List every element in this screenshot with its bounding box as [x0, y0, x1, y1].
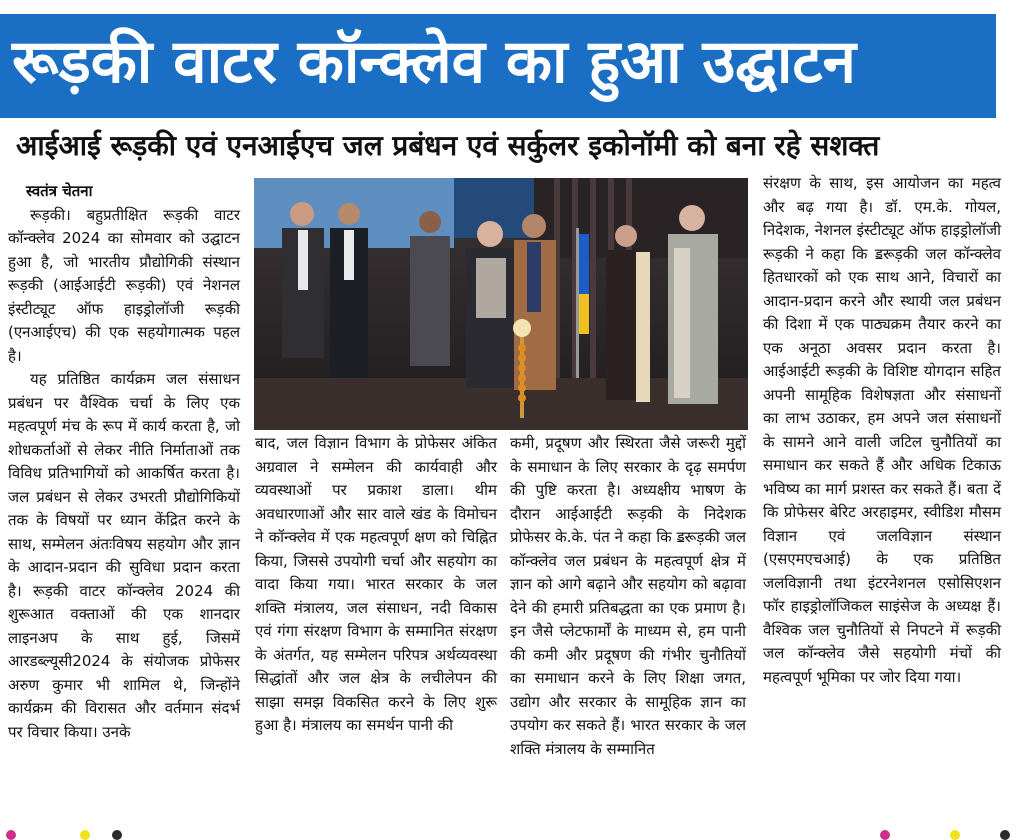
color-registration-strip	[0, 828, 1022, 839]
paragraph: कमी, प्रदूषण और स्थिरता जैसे जरूरी मुद्दों के समाधान के लिए सरकार के दृढ़ समर्पण की पुष्टि करता है। अध्यक्षीय भाषण के दौरान आईआईटी रूड़की के निदेशक प्रोफेसर के.के. पंत ने कहा कि ॾरूड़की जल कॉन्क्लेव जल प्रबंधन के महत्वपूर्ण क्षेत्र में ज्ञान को आगे बढ़ाने और सहयोग को बढ़ावा देने की हमारी प्रतिबद्धता का एक प्रमाण है। इन जैसे प्लेटफार्मों के माध्यम से, हम पानी की कमी और प्रदूषण की गंभीर चुनौतियों का समाधान करने के लिए शिक्षा जगत, उद्योग और सरकार के सामूहिक ज्ञान का उपयोग कर सकते हैं। भारत सरकार के जल शक्ति मंत्रालय के सम्मानित	[510, 434, 746, 758]
paragraph: यह प्रतिष्ठित कार्यक्रम जल संसाधन प्रबंधन पर वैश्विक चर्चा के लिए एक महत्वपूर्ण मंच के रूप में कार्य करता है, जो शोधकर्ताओं से लेकर नीति निर्माताओं तक विविध प्रतिभागियों को आकर्षित करता है। जल प्रबंधन से लेकर उभरती प्रौद्योगिकियों तक के विषयों पर ध्यान केंद्रित करने के साथ, सम्मेलन अंतःविषय सहयोग और ज्ञान के आदान-प्रदान की सुविधा प्रदान करता है। रूड़की वाटर कॉन्क्लेव 2024 की शुरूआत वक्ताओं की एक शानदार लाइनअप के साथ हुई, जिसमें आरडब्ल्यूसी2024 के संयोजक प्रोफेसर अरुण कुमार भी शामिल थे, जिन्होंने कार्यक्रम की विरासत और वर्तमान संदर्भ पर विचार किया। उनके	[8, 370, 240, 741]
paragraph: रूड़की। बहुप्रतीक्षित रूड़की वाटर कॉन्क्लेव 2024 का सोमवार को उद्घाटन हुआ है, जो भारतीय प्रौद्योगिकी संस्थान रूड़की (आईआईटी रूड़की) एवं नेशनल इंस्टीट्यूट ऑफ हाइड्रोलॉजी रूड़की (एनआईएच) की एक सहयोगात्मक पहल है।	[8, 205, 240, 365]
byline: स्वतंत्र चेतना	[26, 182, 93, 200]
headline: रूड़की वाटर कॉन्क्लेव का हुआ उद्घाटन	[12, 27, 856, 97]
headline-banner	[0, 14, 996, 118]
subheadline: आईआई रूड़की एवं एनआईएच जल प्रबंधन एवं सर्कुलर इकोनॉमी को बना रहे सशक्त	[16, 129, 880, 162]
paragraph: बाद, जल विज्ञान विभाग के प्रोफेसर अंकित अग्रवाल ने सम्मेलन की कार्यवाही और व्यवस्थाओं पर प्रकाश डाला। थीम अवधारणाओं और सार वाले खंड के विमोचन ने कॉन्क्लेव में एक महत्वपूर्ण क्षण को चिह्नित किया, जिससे उपयोगी चर्चा और सहयोग का वादा किया गया। भारत सरकार के जल शक्ति मंत्रालय, जल संसाधन, नदी विकास एवं गंगा संरक्षण विभाग के सम्मानित संरक्षण के अंतर्गत, यह सम्मेलन परिपत्र अर्थव्यवस्था सिद्धांतों और जल क्षेत्र के लचीलेपन की साझा समझ विकसित करने के लिए शुरू हुआ है। मंत्रालय का समर्थन पानी की	[255, 434, 497, 734]
article-column-3	[510, 432, 746, 761]
inauguration-photo-icon	[254, 178, 748, 430]
inauguration-photo	[254, 178, 748, 430]
paragraph: संरक्षण के साथ, इस आयोजन का महत्व और बढ़ गया है। डॉ. एम.के. गोयल, निदेशक, नेशनल इंस्टीट्यूट ऑफ हाइड्रोलॉजी रूड़की ने कहा कि ॾरूड़की जल कॉन्क्लेव हितधारकों को एक साथ आने, विचारों का आदान-प्रदान करने और स्थायी जल प्रबंधन की दिशा में एक पाठ्यक्रम तैयार करने का एक अनूठा अवसर प्रदान करता है। आईआईटी रूड़की के विशिष्ट योगदान सहित अपनी सामूहिक विशेषज्ञता और संसाधनों का लाभ उठाकर, हम अपने जल संसाधनों के सामने आने वाली जटिल चुनौतियों का समाधान कर सकते हैं और अधिक टिकाऊ भविष्य का मार्ग प्रशस्त कर सकते हैं। बता दें कि प्रोफेसर बेरिट अरहाइमर, स्वीडिश मौसम विज्ञान एवं जलविज्ञान संस्थान (एसएमएचआई) के एक प्रतिष्ठित जलविज्ञानी तथा इंटरनेशनल एसोसिएशन फॉर हाइड्रोलॉजिकल साइंसेज के अध्यक्ष हैं। वैश्विक जल चुनौतियों से निपटने में रूड़की जल कॉन्क्लेव जैसे सहयोगी मंचों की महत्वपूर्ण भूमिका पर जोर दिया गया।	[763, 174, 1001, 686]
article-column-4	[763, 172, 1001, 689]
article-column-2	[255, 432, 497, 738]
article-column-1	[8, 180, 240, 744]
